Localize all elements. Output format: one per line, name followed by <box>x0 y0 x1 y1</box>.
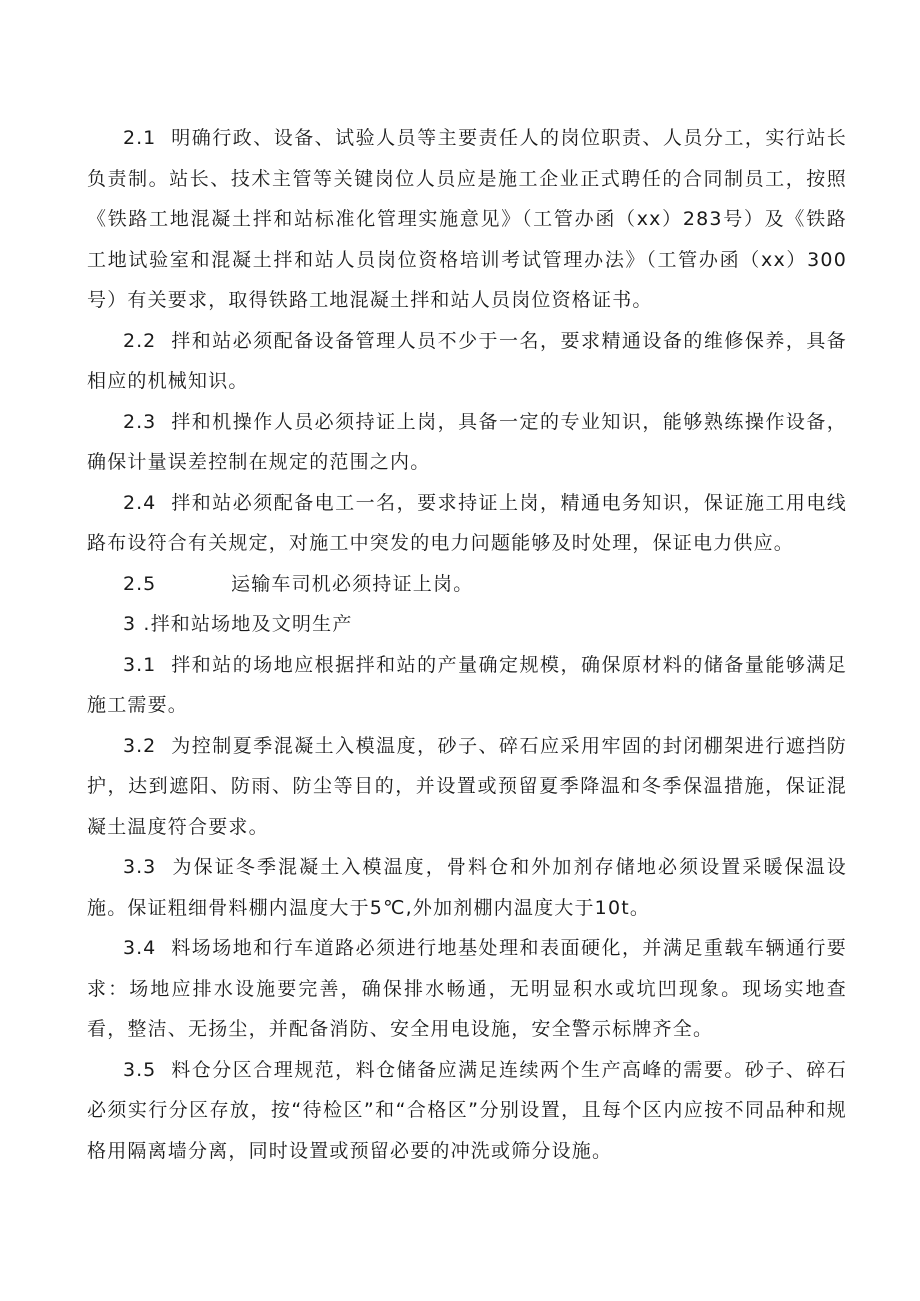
paragraph-3-2 <box>87 726 847 848</box>
paragraph-number: 3.4 <box>123 937 157 959</box>
paragraph-number: 2.1 <box>123 127 157 149</box>
paragraph-number: 2.4 <box>123 491 157 514</box>
paragraph-number: 3.3 <box>123 856 157 878</box>
paragraph-2-4 <box>87 483 847 564</box>
paragraph-number: 2.3 <box>123 410 157 433</box>
paragraph-2-5 <box>87 564 847 605</box>
paragraph-text: 拌和站必须配备电工一名，要求持证上岗，精通电务知识，保证施工用电线路布设符合有关规定，对施工中突发的电力问题能够及时处理，保证电力供应。 <box>87 491 848 554</box>
paragraph-text: 拌和站必须配备设备管理人员不少于一名，要求精通设备的维修保养，具备相应的机械知识。 <box>87 329 848 392</box>
paragraph-number: 3.1 <box>123 653 157 676</box>
paragraph-number: 3.2 <box>123 734 157 757</box>
paragraph-3-1 <box>87 645 847 726</box>
paragraph-2-1 <box>87 118 847 321</box>
paragraph-number: 2.2 <box>123 329 157 352</box>
section-number: 3 <box>123 613 137 635</box>
paragraph-number: 2.5 <box>123 572 157 595</box>
paragraph-text: 拌和机操作人员必须持证上岗，具备一定的专业知识，能够熟练操作设备，确保计量误差控制在规定的范围之内。 <box>87 410 848 473</box>
paragraph-text: 料仓分区合理规范，料仓储备应满足连续两个生产高峰的需要。砂子、碎石必须实行分区存放，按“待检区”和“合格区”分别设置，且每个区内应按不同品种和规格用隔离墙分离，同时设置或预留必要的冲洗或筛分设施。 <box>87 1058 848 1162</box>
paragraph-text: 料场场地和行车道路必须进行地基处理和表面硬化，并满足重载车辆通行要求：场地应排水设施要完善，确保排水畅通，无明显积水或坑凹现象。现场实地查看，整洁、无扬尘，并配备消防、安全用电设施，安全警示标牌齐全。 <box>87 937 848 1040</box>
paragraph-text: 拌和站的场地应根据拌和站的产量确定规模，确保原材料的储备量能够满足施工需要。 <box>87 653 848 716</box>
section-heading-3 <box>87 604 847 645</box>
section-title: .拌和站场地及文明生产 <box>143 613 353 635</box>
paragraph-number: 3.5 <box>123 1058 157 1081</box>
document-body <box>87 118 847 1171</box>
paragraph-3-3 <box>87 847 847 928</box>
paragraph-3-5 <box>87 1050 847 1172</box>
paragraph-text: 为控制夏季混凝土入模温度，砂子、碎石应采用牢固的封闭棚架进行遮挡防护，达到遮阳、防雨、防尘等目的，并设置或预留夏季降温和冬季保温措施，保证混凝土温度符合要求。 <box>87 734 848 838</box>
paragraph-text: 运输车司机必须持证上岗。 <box>231 572 474 595</box>
paragraph-text: 为保证冬季混凝土入模温度，骨料仓和外加剂存储地必须设置采暖保温设施。保证粗细骨料棚内温度大于5℃,外加剂棚内温度大于10t。 <box>87 856 847 919</box>
paragraph-text: 明确行政、设备、试验人员等主要责任人的岗位职责、人员分工，实行站长负责制。站长、技术主管等关键岗位人员应是施工企业正式聘任的合同制员工，按照《铁路工地混凝土拌和站标准化管理实施意见》（工管办函（xx）283号）及《铁路工地试验室和混凝土拌和站人员岗位资格培训考试管理办法》（工管办函（xx）300号）有关要求，取得铁路工地混凝土拌和站人员岗位资格证书。 <box>87 127 848 311</box>
paragraph-2-2 <box>87 321 847 402</box>
paragraph-3-4 <box>87 928 847 1050</box>
paragraph-2-3 <box>87 402 847 483</box>
